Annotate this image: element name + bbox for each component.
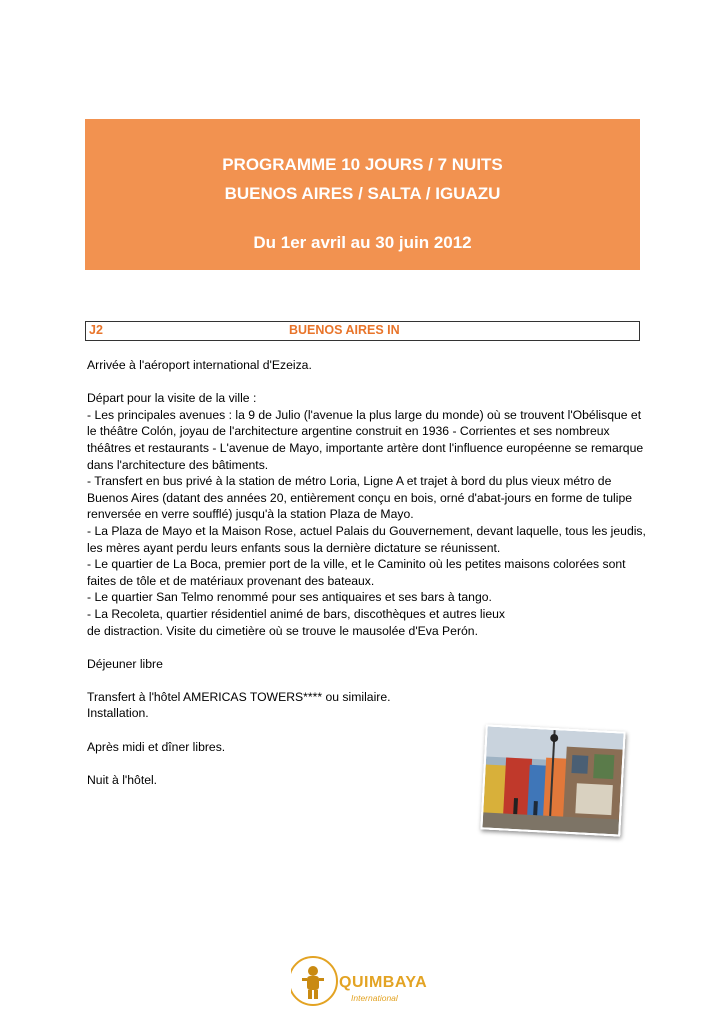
tour-line: les mères ayant perdu leurs enfants sous la dernière dictature se réunissent.: [87, 540, 501, 555]
day-code: J2: [89, 323, 103, 337]
tour-line: Départ pour la visite de la ville :: [87, 391, 257, 406]
arrival-paragraph: Arrivée à l'aéroport international d'Ezeiza.: [87, 358, 312, 372]
tour-line: - Le quartier de La Boca, premier port de la ville, et le Caminito où les petites maisons colorées sont: [87, 557, 626, 572]
tour-line: - La Plaza de Mayo et la Maison Rose, actuel Palais du Gouvernement, devant laquelle, tous les jeudis,: [87, 523, 646, 538]
tour-line: - La Recoleta, quartier résidentiel animé de bars, discothèques et autres lieux: [87, 606, 505, 621]
afternoon-paragraph: Après midi et dîner libres.: [87, 739, 226, 754]
logo-brand: QUIMBAYA: [339, 974, 428, 991]
title-banner: [85, 119, 640, 270]
program-destinations: BUENOS AIRES / SALTA / IGUAZU: [224, 184, 501, 203]
tour-line: renversée en verre soufflé) jusqu'à la station Plaza de Mayo.: [87, 507, 414, 522]
logo-figure-icon: [291, 954, 341, 1009]
lunch-paragraph: Déjeuner libre: [87, 656, 163, 671]
day-header: [85, 321, 640, 341]
program-dates: Du 1er avril au 30 juin 2012: [253, 233, 472, 252]
tour-line: - Les principales avenues : la 9 de Julio (l'avenue la plus large du monde) où se trouvent l'Obélisque et: [87, 407, 642, 422]
tour-line: - Transfert en bus privé à la station de métro Loria, Ligne A et trajet à bord du plus vieux métro de: [87, 474, 612, 489]
hotel-transfer-line: Transfert à l'hôtel AMERICAS TOWERS**** ou similaire.: [87, 689, 391, 704]
tour-line: théâtres et restaurants - L'avenue de Mayo, importante artère dont l'influence européenne se remarque: [87, 440, 644, 455]
tour-line: Buenos Aires (datant des années 20, entièrement conçu en bois, orné d'abat-jours en forme de tulipe: [87, 490, 633, 505]
caminito-photo: [480, 724, 625, 836]
day-description: [87, 357, 647, 788]
tour-paragraph: [87, 390, 647, 639]
tour-line: le théâtre Colón, joyau de l'architecture argentine construit en 1936 - Corrientes et ses nombreux: [87, 424, 610, 439]
tour-line: - Le quartier San Telmo renommé pour ses antiquaires et ses bars à tango.: [87, 590, 492, 605]
night-paragraph: Nuit à l'hôtel.: [87, 772, 158, 787]
day-city: BUENOS AIRES IN: [289, 323, 400, 337]
hotel-paragraph: [87, 689, 647, 722]
program-title: PROGRAMME 10 JOURS / 7 NUITS: [222, 155, 503, 174]
quimbaya-logo: [291, 954, 441, 1009]
logo-subtitle: International: [351, 993, 398, 1003]
tour-line: de distraction. Visite du cimetière où se trouve le mausolée d'Eva Perón.: [87, 623, 478, 638]
tour-line: dans l'architecture des bâtiments.: [87, 457, 269, 472]
caminito-photo-illustration: [482, 727, 623, 835]
tour-line: faites de tôle et de matériaux provenant des bateaux.: [87, 573, 375, 588]
hotel-install-line: Installation.: [87, 706, 149, 721]
